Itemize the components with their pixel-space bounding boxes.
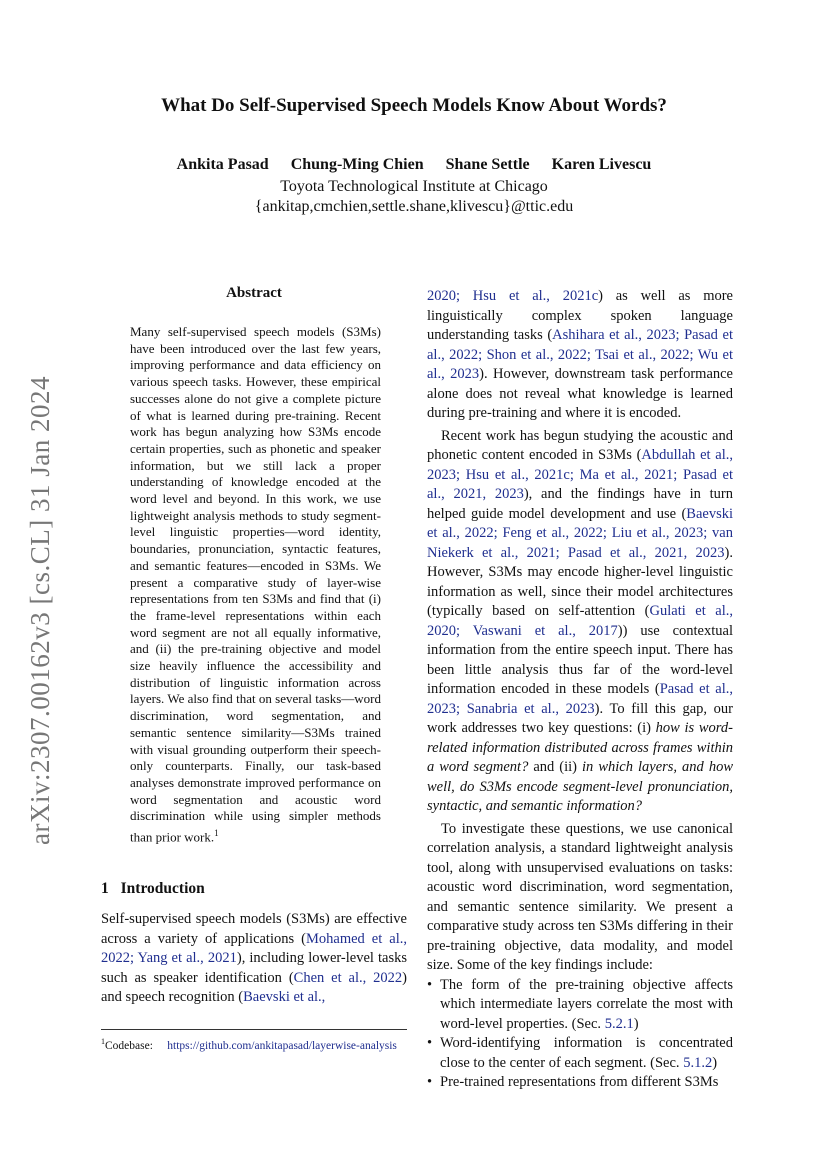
arxiv-identifier: arXiv:2307.00162v3 [cs.CL] 31 Jan 2024	[24, 375, 55, 845]
affiliation: Toyota Technological Institute at Chicago	[280, 178, 548, 195]
body-paragraph	[427, 287, 733, 424]
text-run: Self-supervised speech models (S3Ms) are effective across a variety of applications (	[101, 911, 407, 947]
citation-link[interactable]: Chen et al., 2022	[293, 969, 403, 986]
text-run: )	[633, 1015, 639, 1032]
codebase-link[interactable]: https://github.com/ankitapasad/layerwise-analysis	[167, 1039, 397, 1052]
section-heading-introduction: 1 Introduction	[101, 880, 205, 898]
citation-link[interactable]: Pasad et al., 2023; Sanabria et al., 2023	[427, 681, 733, 717]
text-run: Recent work has begun studying the acoustic and phonetic content encoded in S3Ms (	[427, 427, 733, 463]
author-emails: {ankitap,cmchien,settle.shane,klivescu}@ttic.edu	[254, 198, 574, 215]
footnote-label: Codebase:	[105, 1039, 153, 1052]
author-name: Shane Settle	[445, 156, 530, 173]
citation-link[interactable]: Abdullah et al., 2023; Hsu et al., 2021c; Ma et al., 2021; Pasad et al., 2021, 2023	[427, 447, 733, 502]
citation-link[interactable]: Mohamed et al., 2022; Yang et al., 2021	[101, 930, 407, 967]
footnote-number: 1	[101, 1037, 105, 1046]
text-run: Word-identifying information is concentrated close to the center of each segment. (Sec.	[440, 1035, 733, 1071]
abstract-body-text: Many self-supervised speech models (S3Ms) have been introduced over the last few years, improving performance and data efficiency on various speech tasks. However, these empirical successes alone do not give a complete picture of what is learned during pre-training. Recent work has begun analyzing how S3Ms encode certain properties, such as phonetic and speaker information, but we still lack a proper understanding of knowledge encoded at the word level and beyond. In this work, we use lightweight analysis methods to study segment-level linguistic properties—word identity, boundaries, pronunciation, syntactic features, and semantic features—encoded in S3Ms. We present a comparative study of layer-wise representations from ten S3Ms and find that (i) the frame-level representations within each word segment are not all equally informative, and (ii) the pre-training objective and model size heavily influence the accessibility and distribution of linguistic information across layers. We also find that on several tasks—word discrimination, word segmentation, and semantic sentence similarity—S3Ms trained with visual grounding outperform their speech-only counterparts. Finally, our task-based analyses demonstrate improved performance on word segmentation and acoustic word discrimination while using simpler methods than prior work.	[130, 324, 381, 845]
section-ref-link[interactable]: 5.1.2	[683, 1054, 713, 1071]
research-question: in which layers, and how well, do S3Ms encode segment-level pronunciation, syntactic, and semantic information?	[427, 759, 733, 814]
abstract-heading: Abstract	[226, 285, 282, 301]
text-run: and (ii)	[528, 759, 583, 775]
body-paragraph: To investigate these questions, we use canonical correlation analysis, a standard lightweight analysis tool, along with unsupervised evaluations on tasks: acoustic word discrimination, word segmentation, and semantic sentence similarity. We present a comparative study across ten S3Ms differing in their pre-training objective, data modality, and model size. Some of the key findings include:	[427, 820, 733, 973]
body-paragraph	[427, 427, 733, 817]
citation-link[interactable]: Ashihara et al., 2023; Pasad et al., 2022; Shon et al., 2022; Tsai et al., 2022; Wu et al., 2023	[427, 327, 733, 382]
text-run: The form of the pre-training objective affects which intermediate layers correlate the most with word-level properties. (Sec.	[440, 976, 733, 1032]
list-item	[427, 1034, 733, 1073]
text-run: ) and speech recognition (	[101, 969, 407, 1006]
author-list	[0, 156, 828, 174]
left-column	[101, 285, 407, 1008]
right-column	[427, 287, 733, 1093]
text-run: ). However, S3Ms may encode higher-level linguistic information as well, since their model architectures (typically based on self-attention (	[427, 544, 733, 619]
text-run: ) as well as more linguistically complex spoken language understanding tasks (	[427, 288, 733, 343]
text-run: )) use contextual information from the entire speech input. There has been little analysis thus far of the word-level information encoded in these models (	[427, 622, 733, 697]
research-question: how is word-related information distributed across frames within a word segment?	[427, 720, 733, 775]
paper-title: What Do Self-Supervised Speech Models Know About Words?	[161, 95, 667, 116]
arxiv-sidebar	[20, 370, 60, 850]
author-name: Karen Livescu	[551, 156, 652, 173]
footnote	[101, 1029, 407, 1054]
footnote-marker[interactable]: 1	[214, 828, 219, 839]
text-run: ). However, downstream task performance alone does not reveal what knowledge is learned during pre-training and where it is encoded.	[427, 366, 733, 421]
citation-link[interactable]: 2020; Hsu et al., 2021c	[427, 288, 599, 304]
author-name: Chung-Ming Chien	[290, 156, 424, 173]
author-name: Ankita Pasad	[176, 156, 269, 173]
citation-link[interactable]: Baevski et al., 2022; Feng et al., 2022; Liu et al., 2023; van Niekerk et al., 2021; Pasad et al., 2021, 2023	[427, 505, 733, 561]
citation-link[interactable]: Baevski et al.,	[243, 989, 326, 1006]
affiliation-block	[0, 177, 828, 217]
list-item	[427, 976, 733, 1035]
text-run: ), including lower-level tasks such as speaker identification (	[101, 950, 407, 986]
abstract-text	[130, 324, 381, 846]
intro-paragraph	[101, 910, 407, 1008]
citation-link[interactable]: Gulati et al., 2020; Vaswani et al., 2017	[427, 603, 733, 639]
text-run: )	[712, 1054, 718, 1071]
list-item	[427, 1073, 733, 1093]
section-ref-link[interactable]: 5.2.1	[604, 1015, 634, 1032]
text-run: ), and the findings have in turn helped guide model development and use (	[427, 486, 733, 522]
text-run: ). To fill this gap, our work addresses two key questions: (i)	[427, 700, 734, 736]
findings-list	[427, 976, 733, 1093]
text-run: Pre-trained representations from different S3Ms	[440, 1074, 719, 1090]
